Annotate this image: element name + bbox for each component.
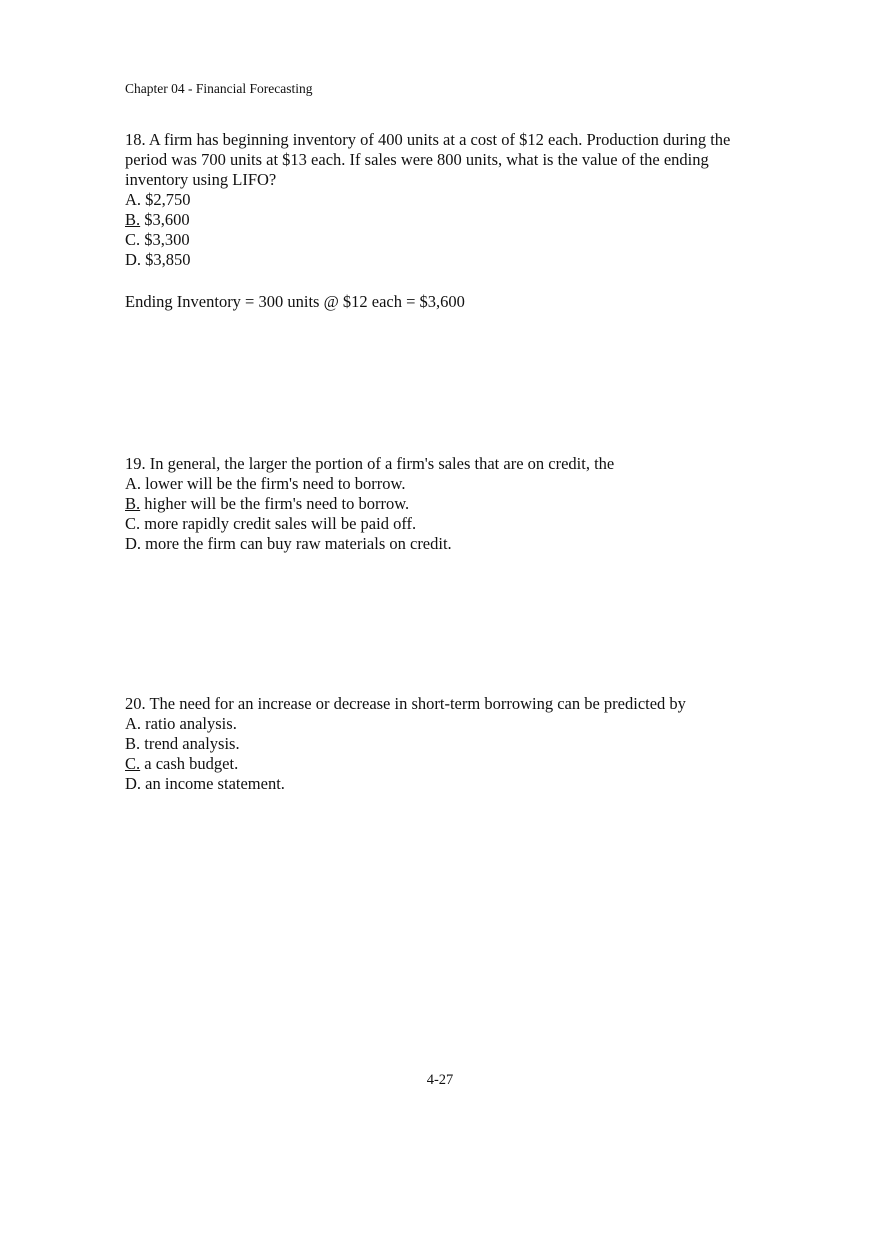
answer-option-b [125,734,775,754]
option-text: $2,750 [145,190,191,209]
option-letter: C. [125,514,141,533]
option-letter: A. [125,474,142,493]
question-19 [125,454,775,554]
option-letter: B. [125,734,141,753]
question-stem: 20. The need for an increase or decrease in short-term borrowing can be predicted by [125,694,686,713]
answer-option-d [125,534,775,554]
option-letter-correct: B. [125,210,141,229]
answer-explanation: Ending Inventory = 300 units @ $12 each = $3,600 [125,292,465,311]
option-text: more the firm can buy raw materials on credit. [145,534,452,553]
option-text: lower will be the firm's need to borrow. [145,474,406,493]
option-letter: D. [125,534,142,553]
question-18 [125,130,775,329]
option-text: a cash budget. [144,754,239,773]
option-letter: D. [125,774,142,793]
answer-option-a [125,474,775,494]
option-text: $3,300 [144,230,190,249]
answer-options [125,190,775,270]
answer-option-a [125,714,775,734]
question-20 [125,694,775,794]
answer-option-b [125,494,775,514]
option-letter-correct: C. [125,754,141,773]
answer-option-a [125,190,775,210]
page-header: Chapter 04 - Financial Forecasting [125,81,313,96]
answer-options [125,474,775,554]
question-stem: 18. A firm has beginning inventory of 400 units at a cost of $12 each. Production during the period was 700 units at $13 each. If sales were 800 units, what is the value of the ending inventory using LIFO? [125,130,731,189]
page-number: 4-27 [426,1072,454,1088]
answer-option-c [125,514,775,534]
option-text: trend analysis. [144,734,240,753]
option-text: $3,850 [145,250,191,269]
answer-option-d [125,250,775,270]
option-text: more rapidly credit sales will be paid off. [144,514,417,533]
option-text: ratio analysis. [145,714,237,733]
option-text: an income statement. [145,774,285,793]
option-letter: C. [125,230,141,249]
answer-option-c [125,754,775,774]
option-letter: A. [125,190,142,209]
question-stem: 19. In general, the larger the portion of a firm's sales that are on credit, the [125,454,615,473]
option-letter: A. [125,714,142,733]
answer-option-b [125,210,775,230]
option-text: higher will be the firm's need to borrow. [144,494,410,513]
answer-option-d [125,774,775,794]
option-letter: D. [125,250,142,269]
option-letter-correct: B. [125,494,141,513]
answer-option-c [125,230,775,250]
answer-options [125,714,775,794]
option-text: $3,600 [144,210,190,229]
